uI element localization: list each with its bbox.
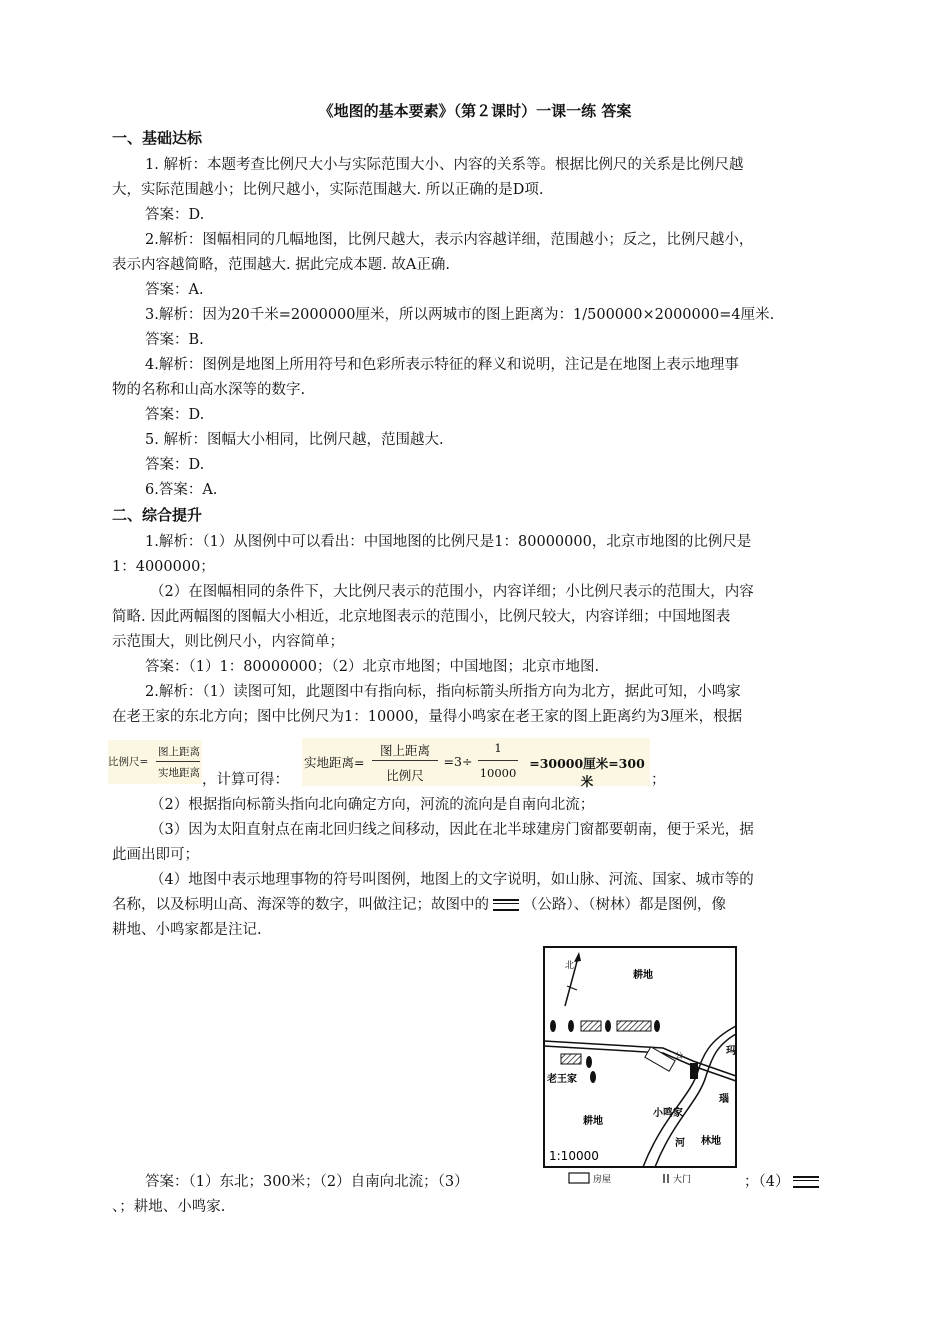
house-laowang-icon xyxy=(561,1054,581,1064)
q1-analysis-line2: 大，实际范围越小；比例尺越小，实际范围越大. 所以正确的是D项. xyxy=(112,182,544,198)
map-laowang-label: 老王家 xyxy=(547,1074,577,1085)
formula-semicolon: ； xyxy=(651,772,666,788)
c2-answer-part-c: 、；耕地、小鸣家. xyxy=(112,1199,226,1215)
q2-analysis-line2: 表示内容越简略，范围越大. 据此完成本题. 故A正确. xyxy=(112,257,451,273)
q3-answer: 答案：B. xyxy=(145,332,204,348)
c2-line4: （3）因为太阳直射点在南北回归线之间移动，因此在北半球建房门窗都要朝南，便于采光，据 xyxy=(150,822,754,838)
door-icon xyxy=(690,1063,698,1079)
c1-line2: 1：4000000； xyxy=(112,559,215,575)
map-forest-label: 林地 xyxy=(701,1136,721,1147)
formula-distance-fraction-bar xyxy=(372,760,438,761)
formula-scale-numerator: 图上距离 xyxy=(158,746,200,758)
c1-answer: 答案：（1）1：80000000；（2）北京市地图；中国地图；北京市地图. xyxy=(145,659,600,675)
section-heading-advanced: 二、综合提升 xyxy=(112,506,203,524)
q4-analysis-line2: 物的名称和山高水深等的数字. xyxy=(112,382,306,398)
calc-text: ，计算可得： xyxy=(202,772,289,788)
legend-door-label: 大门 xyxy=(673,1175,692,1185)
formula-scale-box xyxy=(108,740,202,784)
formula-distance-denominator: 比例尺 xyxy=(386,768,424,783)
c2-answer-part-a: 答案：（1）东北；300米；（2）自南向北流；（3） xyxy=(145,1174,469,1190)
q5-analysis: 5. 解析：图幅大小相同，比例尺越，范围越大. xyxy=(145,432,444,448)
q2-analysis-line1: 2.解析：图幅相同的几幅地图，比例尺越大，表示内容越详细，范围越小；反之，比例尺越小， xyxy=(145,232,754,248)
c2-line8: 耕地、小鸣家都是注记. xyxy=(112,922,262,938)
q2-answer: 答案：A. xyxy=(145,282,204,298)
map-river-char-3: 河 xyxy=(675,1138,685,1149)
q4-analysis-line1: 4.解析：图例是地图上所用符号和色彩所表示特征的释义和说明，注记是在地图上表示地理事 xyxy=(145,357,739,373)
village-map xyxy=(543,946,737,1168)
road-legend-icon xyxy=(493,899,519,911)
c2-answer-part-b-text: ；（4） xyxy=(744,1174,790,1190)
map-scale-label: 1:10000 xyxy=(549,1149,599,1163)
q3-analysis: 3.解析：因为20千米=2000000厘米，所以两城市的图上距离为：1/500000×2000000=4厘米. xyxy=(145,307,775,323)
q1-analysis-line1: 1. 解析：本题考查比例尺大小与实际范围大小、内容的关系等。根据比例尺的关系是比例尺越 xyxy=(145,157,744,173)
page-title: 《地图的基本要素》（第２课时）一课一练 答案 xyxy=(318,102,632,120)
map-farmland-top: 耕地 xyxy=(633,970,653,981)
formula-distance-numerator: 图上距离 xyxy=(379,743,430,758)
legend-door-icon xyxy=(663,1174,665,1183)
c2-line1: 2.解析：（1）读图可知，此题图中有指向标，指向标箭头所指方向为北方，据此可知，小鸣家 xyxy=(145,684,741,700)
formula-scale-fraction-bar xyxy=(156,761,200,762)
formula-distance-box xyxy=(302,738,650,789)
c1-line4: 简略. 因此两幅图的图幅大小相近，北京地图表示的范围小，比例尺较大，内容详细；中国地图表 xyxy=(112,609,731,625)
formula-distance-rhs: =30000厘米=300米 xyxy=(529,756,645,789)
map-river-char-2: 瑙 xyxy=(719,1094,729,1105)
c2-line6: （4）地图中表示地理事物的符号叫图例，地图上的文字说明，如山脉、河流、国家、城市等的 xyxy=(150,872,754,888)
formula-distance-denominator2: 10000 xyxy=(479,766,517,780)
c2-line3: （2）根据指向标箭头指向北向确定方向，河流的流向是自南向北流； xyxy=(150,797,595,813)
q1-answer: 答案：D. xyxy=(145,207,205,223)
c1-line3: （2）在图幅相同的条件下，大比例尺表示的范围小，内容详细；小比例尺表示的范围大，内容 xyxy=(150,584,754,600)
section-heading-basic: 一、基础达标 xyxy=(112,129,203,147)
c2-answer-part-b xyxy=(744,1170,823,1195)
map-north-label: 北 xyxy=(565,961,575,971)
c1-line5: 示范围大，则比例尺小，内容简单； xyxy=(112,634,344,650)
q4-answer: 答案：D. xyxy=(145,407,205,423)
formula-distance-fraction-bar2 xyxy=(478,760,518,761)
c2-line7 xyxy=(112,893,726,918)
formula-distance-mid: =3÷ xyxy=(443,754,473,769)
formula-distance-numerator2: 1 xyxy=(494,741,502,755)
q5-answer: 答案：D. xyxy=(145,457,205,473)
map-farmland-lower: 耕地 xyxy=(583,1116,603,1127)
c2-line7-part-b: （公路）、（树林）都是图例，像 xyxy=(523,897,726,913)
c1-line1: 1.解析：（1）从图例中可以看出：中国地图的比例尺是1：80000000，北京市地图的比例尺是 xyxy=(145,534,752,550)
c2-line2: 在老王家的东北方向；图中比例尺为1：10000，量得小鸣家在老王家的图上距离约为3厘米，根据 xyxy=(112,709,743,725)
c2-line7-part-a: 名称，以及标明山高、海深等的数字，叫做注记；故图中的 xyxy=(112,897,489,913)
road-legend-icon-answer xyxy=(793,1176,819,1188)
map-river-char-1: 玛 xyxy=(726,1046,736,1057)
formula-scale-lhs: 比例尺= xyxy=(108,756,149,768)
formula-scale-denominator: 实地距离 xyxy=(158,767,200,779)
map-legend xyxy=(543,1168,737,1190)
q6-answer: 6.答案：A. xyxy=(145,482,218,498)
map-road-label: 公 xyxy=(675,1051,683,1060)
legend-house-label: 房屋 xyxy=(593,1175,612,1185)
map-xiaoming-label: 小鸣家 xyxy=(653,1108,683,1119)
formula-distance-lhs: 实地距离= xyxy=(304,755,365,770)
c2-line5: 此画出即可； xyxy=(112,847,199,863)
legend-house-icon xyxy=(569,1173,589,1183)
